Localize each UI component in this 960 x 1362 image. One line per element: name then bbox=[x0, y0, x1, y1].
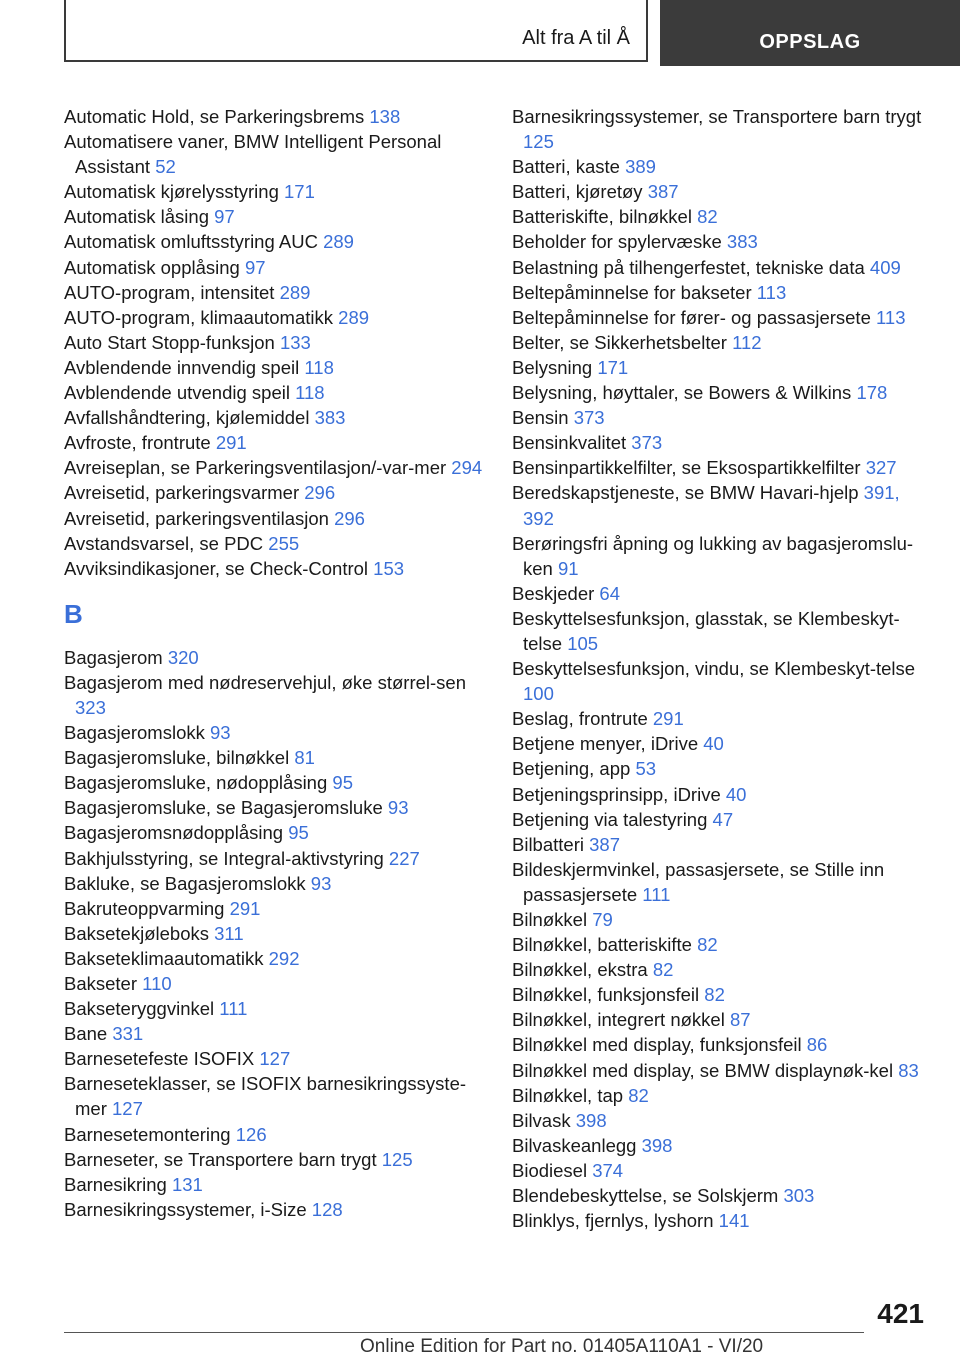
index-entry-page-link[interactable]: 383 bbox=[314, 407, 346, 429]
index-entry-term: Belysning, høyttaler, se Bowers & Wilkins bbox=[512, 382, 852, 404]
index-entry-term: Bensin bbox=[512, 407, 569, 429]
index-entry-page-link[interactable]: 110 bbox=[142, 973, 172, 994]
index-entry-term: Beltepåminnelse for fører- og passasjersete bbox=[512, 306, 871, 328]
index-entry-term: Automatisk omluftsstyring AUC bbox=[64, 231, 318, 253]
index-entry-page-link[interactable]: 387 bbox=[589, 833, 620, 855]
index-entry bbox=[512, 330, 932, 355]
index-entry-term: Bildeskjermvinkel, passasjersete, se Stille inn passasjersete bbox=[512, 858, 885, 905]
index-entry bbox=[64, 506, 484, 531]
index-entry-term: Bilnøkkel med display, se BMW displaynøk-kel bbox=[512, 1059, 894, 1081]
index-entry-term: Avreiseplan, se Parkeringsventilasjon/-var-mer bbox=[64, 457, 447, 479]
index-entry-term: Bensinkvalitet bbox=[512, 432, 627, 454]
index-entry bbox=[512, 229, 932, 254]
index-group-b bbox=[64, 645, 484, 1222]
index-entry-term: Avstandsvarsel, se PDC bbox=[64, 532, 264, 554]
index-entry bbox=[64, 971, 484, 996]
index-entry-term: Barneseter, se Transportere barn trygt bbox=[64, 1148, 377, 1170]
index-entry bbox=[64, 720, 484, 745]
index-entry bbox=[64, 556, 484, 581]
index-entry-page-link[interactable]: 126 bbox=[235, 1123, 267, 1145]
index-entry-term: Bagasjeromsluke, se Bagasjeromsluke bbox=[64, 797, 383, 819]
page-header bbox=[0, 0, 960, 66]
index-entry bbox=[64, 129, 484, 179]
index-entry-page-link[interactable]: 178 bbox=[856, 382, 888, 404]
index-entry bbox=[64, 670, 484, 720]
index-entry bbox=[512, 355, 932, 380]
index-entry bbox=[64, 1021, 484, 1046]
index-entry bbox=[512, 1007, 932, 1032]
index-entry bbox=[64, 104, 484, 129]
index-entry-page-link[interactable]: 111 bbox=[219, 998, 248, 1020]
index-group-a bbox=[64, 104, 484, 581]
index-column-left bbox=[64, 104, 484, 1222]
index-entry-page-link[interactable]: 141 bbox=[718, 1210, 750, 1232]
index-entry-term: Bilnøkkel med display, funksjonsfeil bbox=[512, 1034, 802, 1056]
index-entry bbox=[64, 280, 484, 305]
index-entry bbox=[64, 745, 484, 770]
index-entry-term: Avblendende utvendig speil bbox=[64, 382, 290, 404]
index-entry-page-link[interactable]: 383 bbox=[726, 231, 758, 253]
index-entry bbox=[512, 1058, 932, 1083]
index-entry-page-link[interactable]: 289 bbox=[338, 306, 370, 328]
index-entry-page-link[interactable]: 296 bbox=[334, 507, 365, 529]
index-entry bbox=[64, 455, 484, 480]
index-entry-term: Barnesikringssystemer, se Transportere barn trygt bbox=[512, 106, 922, 127]
index-entry-page-link[interactable]: 138 bbox=[369, 106, 401, 127]
index-entry-term: Barnesetemontering bbox=[64, 1123, 231, 1145]
index-entry-term: Batteri, kjøretøy bbox=[512, 181, 643, 203]
index-entry bbox=[512, 581, 932, 606]
index-entry-page-link[interactable]: 52 bbox=[155, 156, 176, 178]
index-entry bbox=[512, 430, 932, 455]
index-entry bbox=[512, 1133, 932, 1158]
index-entry-term: Avfallshåndtering, kjølemiddel bbox=[64, 407, 310, 429]
index-entry-term: Avreisetid, parkeringsventilasjon bbox=[64, 507, 329, 529]
index-entry bbox=[512, 1032, 932, 1057]
index-entry-term: Batteri, kaste bbox=[512, 156, 620, 178]
index-entry-page-link[interactable]: 387 bbox=[647, 181, 679, 203]
section-letter-b: B bbox=[64, 598, 83, 629]
index-entry bbox=[64, 996, 484, 1021]
index-column-right bbox=[512, 104, 932, 1233]
index-entry-page-link[interactable]: 111 bbox=[642, 883, 671, 905]
index-entry-term: AUTO-program, intensitet bbox=[64, 281, 275, 303]
index-entry-page-link[interactable]: 82 bbox=[652, 959, 674, 981]
index-entry-page-link[interactable]: 91 bbox=[557, 557, 579, 579]
index-entry-page-link[interactable]: 311 bbox=[214, 922, 244, 944]
index-entry-page-link[interactable]: 409 bbox=[869, 256, 901, 278]
index-entry-term: Bagasjeromslokk bbox=[64, 722, 205, 744]
index-entry-term: Bakruteoppvarming bbox=[64, 897, 225, 919]
index-entry-term: Barnesetefeste ISOFIX bbox=[64, 1048, 255, 1070]
index-entry-term: Automatisk låsing bbox=[64, 206, 209, 228]
index-entry bbox=[64, 255, 484, 280]
index-entry bbox=[64, 1172, 484, 1197]
index-entry-term: Blendebeskyttelse, se Solskjerm bbox=[512, 1185, 779, 1207]
index-entry bbox=[64, 820, 484, 845]
index-entry-page-link[interactable]: 373 bbox=[631, 432, 663, 454]
index-entry-term: Blinklys, fjernlys, lyshorn bbox=[512, 1210, 714, 1232]
index-entry-page-link[interactable]: 82 bbox=[697, 206, 718, 228]
index-entry-term: Beskjeder bbox=[512, 582, 595, 604]
section-tab-label: OPPSLAG bbox=[759, 31, 861, 53]
index-entry bbox=[512, 1108, 932, 1133]
index-entry-page-link[interactable]: 291 bbox=[652, 708, 684, 730]
index-entry bbox=[64, 330, 484, 355]
index-entry-term: Avblendende innvendig speil bbox=[64, 356, 300, 378]
index-entry-page-link[interactable]: 255 bbox=[268, 532, 300, 554]
index-group-b-continued bbox=[512, 104, 932, 1233]
index-entry-term: Beskyttelsesfunksjon, vindu, se Klembeskyt-telse bbox=[512, 658, 916, 680]
index-entry-page-link[interactable]: 294 bbox=[451, 457, 483, 479]
index-entry bbox=[512, 531, 932, 581]
index-entry-term: Barnesikring bbox=[64, 1173, 167, 1195]
index-entry-term: Automatisk kjørelysstyring bbox=[64, 181, 279, 203]
index-entry-term: Beredskapstjeneste, se BMW Havari-hjelp bbox=[512, 482, 859, 504]
index-entry-page-link[interactable]: 87 bbox=[729, 1009, 751, 1031]
index-entry bbox=[512, 380, 932, 405]
index-entry bbox=[64, 946, 484, 971]
index-entry-page-link[interactable]: 373 bbox=[573, 407, 605, 429]
index-entry bbox=[64, 229, 484, 254]
index-entry-term: Avfroste, frontrute bbox=[64, 432, 211, 454]
index-entry bbox=[512, 957, 932, 982]
index-entry bbox=[64, 645, 484, 670]
index-entry bbox=[512, 807, 932, 832]
index-entry-page-link[interactable]: 86 bbox=[806, 1034, 828, 1056]
index-entry bbox=[64, 795, 484, 820]
index-entry-term: Bakseteryggvinkel bbox=[64, 998, 215, 1020]
index-entry-term: Berøringsfri åpning og lukking av bagasjeromslu-ken bbox=[512, 532, 914, 579]
index-entry-term: Bagasjerom med nødreservehjul, øke størrel-sen bbox=[64, 671, 467, 693]
index-entry-page-link[interactable]: 125 bbox=[381, 1148, 413, 1170]
index-entry-term: Belastning på tilhengerfestet, tekniske data bbox=[512, 256, 865, 278]
index-entry-term: Betjeningsprinsipp, iDrive bbox=[512, 783, 721, 805]
footer-divider bbox=[64, 1332, 864, 1333]
index-entry-term: Avreisetid, parkeringsvarmer bbox=[64, 482, 300, 504]
section-tab[interactable] bbox=[660, 0, 960, 66]
index-entry bbox=[64, 531, 484, 556]
index-entry-page-link[interactable]: 82 bbox=[697, 934, 718, 956]
footer-edition-text bbox=[360, 1336, 763, 1358]
index-entry bbox=[512, 932, 932, 957]
index-entry-term: Automatic Hold, se Parkeringsbrems bbox=[64, 106, 365, 127]
index-entry-page-link[interactable]: 127 bbox=[259, 1048, 291, 1070]
index-entry-term: Bilnøkkel, integrert nøkkel bbox=[512, 1009, 725, 1031]
index-entry bbox=[512, 782, 932, 807]
index-entry-page-link[interactable]: 227 bbox=[388, 847, 420, 869]
index-entry-page-link[interactable]: 323 bbox=[75, 696, 106, 718]
index-entry-term: Automatisere vaner, BMW Intelligent Personal Assistant bbox=[64, 131, 442, 178]
index-entry bbox=[64, 380, 484, 405]
index-entry bbox=[64, 1046, 484, 1071]
index-entry-term: Bilbatteri bbox=[512, 833, 584, 855]
index-entry-page-link[interactable]: 320 bbox=[167, 646, 199, 668]
index-entry bbox=[64, 846, 484, 871]
index-entry bbox=[512, 204, 932, 229]
index-entry bbox=[64, 355, 484, 380]
index-entry bbox=[64, 1147, 484, 1172]
index-entry bbox=[64, 1122, 484, 1147]
index-entry bbox=[64, 896, 484, 921]
index-entry-term: Belter, se Sikkerhetsbelter bbox=[512, 331, 727, 353]
index-entry-page-link[interactable]: 289 bbox=[323, 231, 354, 253]
index-entry bbox=[64, 770, 484, 795]
index-entry bbox=[64, 405, 484, 430]
index-entry-page-link[interactable]: 93 bbox=[210, 722, 231, 744]
index-entry-page-link[interactable]: 153 bbox=[373, 557, 405, 579]
index-entry-page-link[interactable]: 100 bbox=[523, 683, 554, 705]
index-entry-page-link[interactable]: 125 bbox=[523, 131, 554, 153]
index-entry-page-link[interactable]: 331 bbox=[112, 1023, 144, 1045]
index-entry-page-link[interactable]: 398 bbox=[575, 1109, 607, 1131]
index-entry-page-link[interactable]: 118 bbox=[295, 382, 325, 404]
index-entry-term: Bakluke, se Bagasjeromslokk bbox=[64, 872, 306, 894]
index-entry bbox=[512, 280, 932, 305]
index-entry bbox=[64, 480, 484, 505]
index-entry-page-link[interactable]: 105 bbox=[567, 632, 599, 654]
index-entry-page-link[interactable]: 327 bbox=[865, 457, 897, 479]
index-entry-page-link[interactable]: 289 bbox=[279, 281, 311, 303]
index-entry-term: Beskyttelsesfunksjon, glasstak, se Klembeskyt-telse bbox=[512, 607, 900, 654]
index-entry bbox=[512, 104, 932, 154]
index-entry-page-link[interactable]: 82 bbox=[704, 984, 725, 1006]
index-entry bbox=[64, 871, 484, 896]
index-entry-term: Bilnøkkel, tap bbox=[512, 1084, 624, 1106]
index-entry-page-link[interactable]: 398 bbox=[641, 1134, 673, 1156]
index-entry bbox=[64, 430, 484, 455]
index-entry-term: Bane bbox=[64, 1023, 108, 1045]
index-entry bbox=[512, 179, 932, 204]
index-entry-page-link[interactable]: 113 bbox=[756, 281, 787, 303]
index-entry bbox=[512, 731, 932, 756]
index-entry bbox=[512, 455, 932, 480]
index-entry bbox=[512, 480, 932, 530]
index-entry bbox=[64, 179, 484, 204]
index-entry bbox=[64, 1197, 484, 1222]
index-entry bbox=[512, 706, 932, 731]
index-entry-page-link[interactable]: 40 bbox=[703, 733, 724, 755]
index-entry-term: Betjene menyer, iDrive bbox=[512, 733, 699, 755]
index-entry-term: Beltepåminnelse for bakseter bbox=[512, 281, 752, 303]
index-entry-page-link[interactable]: 95 bbox=[288, 822, 309, 844]
index-entry-page-link[interactable]: 112 bbox=[732, 331, 762, 353]
index-entry bbox=[512, 1183, 932, 1208]
index-entry-term: Baksetekjøleboks bbox=[64, 922, 209, 944]
index-entry-term: Biodiesel bbox=[512, 1159, 588, 1181]
index-entry-page-link[interactable]: 131 bbox=[171, 1173, 203, 1195]
index-entry bbox=[512, 1208, 932, 1233]
index-entry-page-link[interactable]: 296 bbox=[304, 482, 336, 504]
index-entry-page-link[interactable]: 303 bbox=[783, 1185, 815, 1207]
chapter-title: Alt fra A til Å bbox=[522, 27, 630, 49]
index-entry bbox=[512, 656, 932, 706]
index-entry-page-link[interactable]: 82 bbox=[628, 1084, 649, 1106]
index-entry bbox=[512, 907, 932, 932]
index-entry-page-link[interactable]: 171 bbox=[284, 181, 315, 203]
index-entry bbox=[64, 921, 484, 946]
index-entry-term: AUTO-program, klimaautomatikk bbox=[64, 306, 334, 328]
index-entry-term: Bakhjulsstyring, se Integral-aktivstyring bbox=[64, 847, 384, 869]
index-entry-page-link[interactable]: 47 bbox=[712, 808, 734, 830]
index-entry-page-link[interactable]: 113 bbox=[876, 306, 906, 328]
index-entry-page-link[interactable]: 127 bbox=[112, 1098, 143, 1120]
index-entry bbox=[512, 1158, 932, 1183]
index-entry-term: Bilvaskeanlegg bbox=[512, 1134, 637, 1156]
index-entry-page-link[interactable]: 93 bbox=[310, 872, 332, 894]
index-entry-term: Belysning bbox=[512, 356, 593, 378]
index-entry bbox=[512, 756, 932, 781]
index-entry-term: Bakseter bbox=[64, 973, 138, 994]
index-entry-term: Bilnøkkel, ekstra bbox=[512, 959, 648, 981]
index-entry-page-link[interactable]: 40 bbox=[725, 783, 747, 805]
page-number: 421 bbox=[877, 1298, 924, 1329]
index-entry-page-link[interactable]: 83 bbox=[898, 1059, 919, 1081]
index-entry-page-link[interactable]: 291 bbox=[229, 897, 261, 919]
index-entry bbox=[512, 255, 932, 280]
index-entry-term: Bilnøkkel, funksjonsfeil bbox=[512, 984, 700, 1006]
index-entry bbox=[512, 305, 932, 330]
index-entry-term: Beslag, frontrute bbox=[512, 708, 648, 730]
index-entry-page-link[interactable]: 97 bbox=[214, 206, 235, 228]
index-entry bbox=[512, 832, 932, 857]
index-entry-page-link[interactable]: 95 bbox=[332, 772, 353, 794]
index-entry-term: Auto Start Stopp-funksjon bbox=[64, 331, 275, 353]
index-entry bbox=[512, 405, 932, 430]
index-entry-term: Bilnøkkel, batteriskifte bbox=[512, 934, 692, 956]
index-entry-term: Batteriskifte, bilnøkkel bbox=[512, 206, 692, 228]
footer-edition: Online Edition for Part no. 01405A110A1 - VI/20 bbox=[360, 1336, 764, 1357]
index-entry-term: Barnesikringssystemer, i-Size bbox=[64, 1198, 307, 1220]
index-entry-term: Bakseteklimaautomatikk bbox=[64, 947, 264, 969]
index-entry-page-link[interactable]: 81 bbox=[294, 747, 315, 769]
index-entry-page-link[interactable]: 79 bbox=[592, 909, 613, 930]
index-entry-page-link[interactable]: 292 bbox=[268, 947, 300, 969]
index-entry-page-link[interactable]: 64 bbox=[599, 582, 620, 604]
index-entry-term: Betjening, app bbox=[512, 758, 631, 780]
index-entry-page-link[interactable]: 97 bbox=[245, 256, 266, 278]
index-entry-term: Avviksindikasjoner, se Check-Control bbox=[64, 557, 369, 579]
index-entry-page-link[interactable]: 291 bbox=[215, 432, 247, 454]
index-entry-page-link[interactable]: 53 bbox=[635, 758, 657, 780]
index-entry-page-link[interactable]: 128 bbox=[311, 1198, 343, 1220]
index-entry-term: Automatisk opplåsing bbox=[64, 256, 240, 278]
index-entry-page-link[interactable]: 389 bbox=[625, 156, 656, 178]
index-entry-term: Bagasjeromsluke, nødopplåsing bbox=[64, 772, 328, 794]
index-entry-term: Bagasjerom bbox=[64, 646, 163, 668]
index-entry-page-link[interactable]: 391, 392 bbox=[523, 482, 900, 529]
index-entry-page-link[interactable]: 171 bbox=[597, 356, 629, 378]
index-entry-term: Beholder for spylervæske bbox=[512, 231, 722, 253]
index-entry-term: Bensinpartikkelfilter, se Eksospartikkelfilter bbox=[512, 457, 861, 479]
index-entry-term: Bilvask bbox=[512, 1109, 571, 1131]
chapter-title-box bbox=[64, 0, 648, 62]
index-entry bbox=[64, 1071, 484, 1121]
index-entry bbox=[512, 857, 932, 907]
index-entry-page-link[interactable]: 374 bbox=[592, 1159, 624, 1181]
index-entry bbox=[64, 305, 484, 330]
index-entry-page-link[interactable]: 118 bbox=[304, 356, 334, 378]
index-entry-term: Bagasjeromsluke, bilnøkkel bbox=[64, 747, 290, 769]
index-entry bbox=[512, 1083, 932, 1108]
index-entry-page-link[interactable]: 93 bbox=[387, 797, 409, 819]
index-entry bbox=[512, 606, 932, 656]
index-entry-term: Betjening via talestyring bbox=[512, 808, 708, 830]
index-entry bbox=[512, 982, 932, 1007]
index-entry bbox=[64, 204, 484, 229]
index-entry bbox=[512, 154, 932, 179]
index-entry-term: Bilnøkkel bbox=[512, 909, 588, 930]
index-entry-page-link[interactable]: 133 bbox=[279, 331, 311, 353]
index-entry-term: Bagasjeromsnødopplåsing bbox=[64, 822, 284, 844]
index-entry-term: Barneseteklasser, se ISOFIX barnesikringssyste-mer bbox=[64, 1073, 467, 1120]
